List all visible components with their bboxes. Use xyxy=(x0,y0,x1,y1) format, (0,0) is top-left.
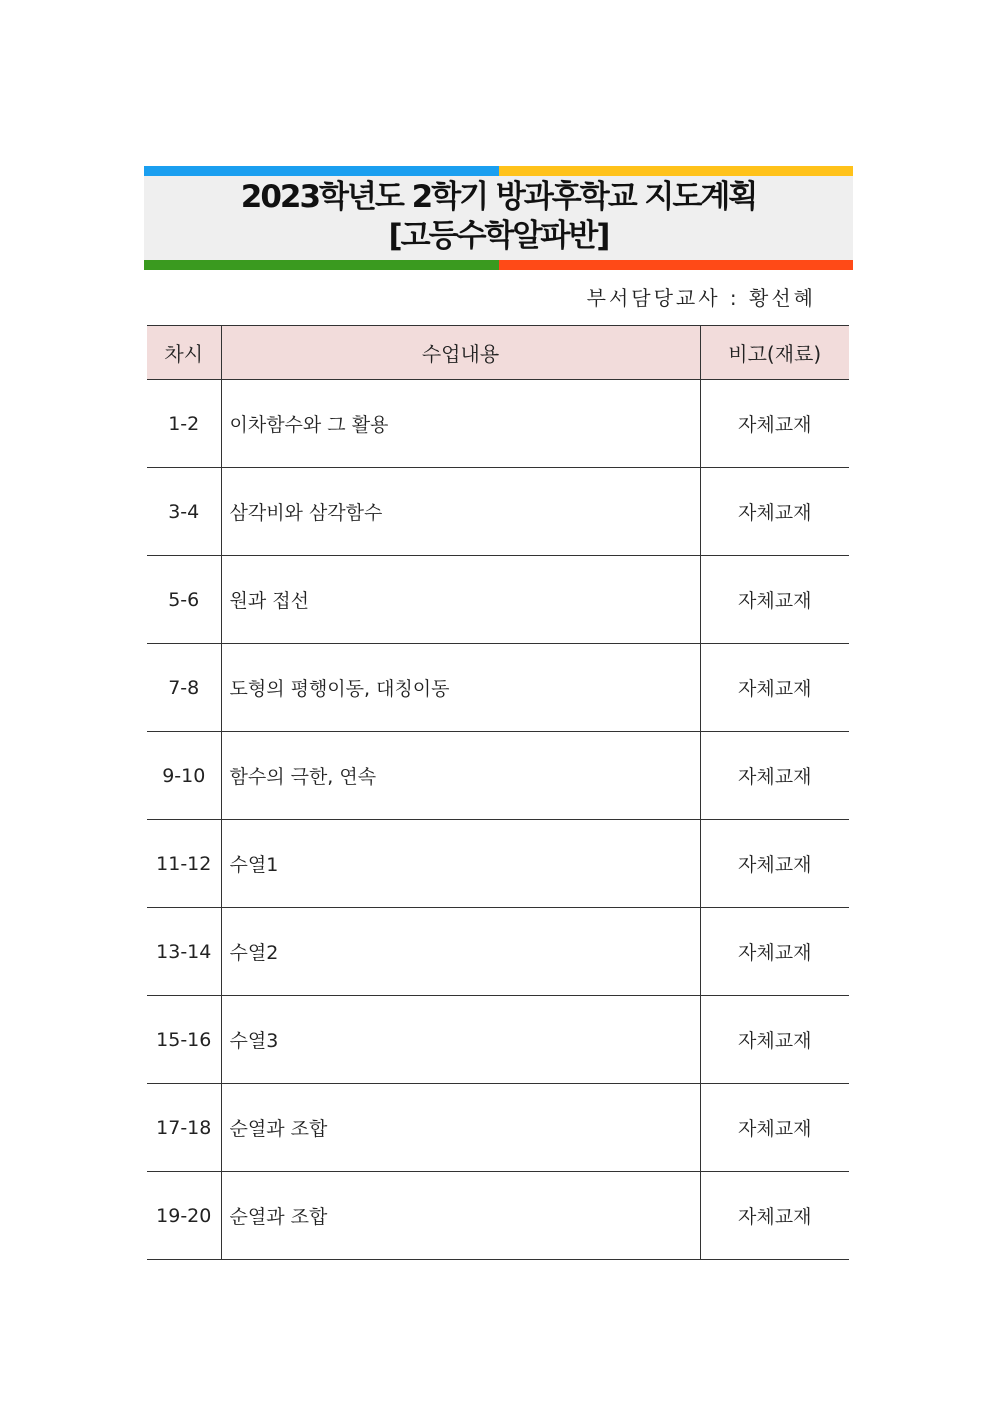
cell-content: 순열과 조합 xyxy=(221,1084,700,1172)
cell-session: 5-6 xyxy=(147,556,221,644)
cell-content: 수열3 xyxy=(221,996,700,1084)
banner-bar-yellow xyxy=(499,166,853,176)
cell-note: 자체교재 xyxy=(700,556,849,644)
cell-content: 수열2 xyxy=(221,908,700,996)
table-row xyxy=(147,468,849,556)
cell-note: 자체교재 xyxy=(700,380,849,468)
teacher-label: 부서담당교사 : 황선혜 xyxy=(586,286,816,310)
cell-note: 자체교재 xyxy=(700,820,849,908)
cell-session: 9-10 xyxy=(147,732,221,820)
table-row xyxy=(147,380,849,468)
cell-note: 자체교재 xyxy=(700,1172,849,1260)
header-note: 비고(재료) xyxy=(700,326,849,380)
banner-bar-red xyxy=(499,260,853,270)
plan-table xyxy=(147,325,849,1260)
cell-note: 자체교재 xyxy=(700,644,849,732)
banner-bar-blue xyxy=(144,166,499,176)
cell-session: 11-12 xyxy=(147,820,221,908)
table-body xyxy=(147,380,849,1260)
cell-session: 1-2 xyxy=(147,380,221,468)
table-row xyxy=(147,732,849,820)
cell-content: 수열1 xyxy=(221,820,700,908)
title-line-1: 2023학년도 2학기 방과후학교 지도계획 xyxy=(240,179,757,215)
cell-session: 19-20 xyxy=(147,1172,221,1260)
cell-note: 자체교재 xyxy=(700,468,849,556)
cell-note: 자체교재 xyxy=(700,996,849,1084)
cell-content: 원과 접선 xyxy=(221,556,700,644)
cell-note: 자체교재 xyxy=(700,908,849,996)
header-content: 수업내용 xyxy=(221,326,700,380)
title-banner xyxy=(144,166,853,270)
table-row xyxy=(147,644,849,732)
cell-content: 삼각비와 삼각함수 xyxy=(221,468,700,556)
header-session: 차시 xyxy=(147,326,221,380)
page-title xyxy=(144,178,853,256)
cell-session: 15-16 xyxy=(147,996,221,1084)
cell-note: 자체교재 xyxy=(700,1084,849,1172)
cell-content: 도형의 평행이동, 대칭이동 xyxy=(221,644,700,732)
cell-session: 13-14 xyxy=(147,908,221,996)
cell-content: 함수의 극한, 연속 xyxy=(221,732,700,820)
table-row xyxy=(147,820,849,908)
cell-content: 이차함수와 그 활용 xyxy=(221,380,700,468)
cell-session: 17-18 xyxy=(147,1084,221,1172)
table-row xyxy=(147,1172,849,1260)
cell-session: 7-8 xyxy=(147,644,221,732)
cell-note: 자체교재 xyxy=(700,732,849,820)
banner-bar-green xyxy=(144,260,499,270)
cell-content: 순열과 조합 xyxy=(221,1172,700,1260)
cell-session: 3-4 xyxy=(147,468,221,556)
title-line-2: [고등수학알파반] xyxy=(388,218,609,254)
table-row xyxy=(147,908,849,996)
table-header-row xyxy=(147,326,849,380)
table-row xyxy=(147,996,849,1084)
table-row xyxy=(147,556,849,644)
table-row xyxy=(147,1084,849,1172)
